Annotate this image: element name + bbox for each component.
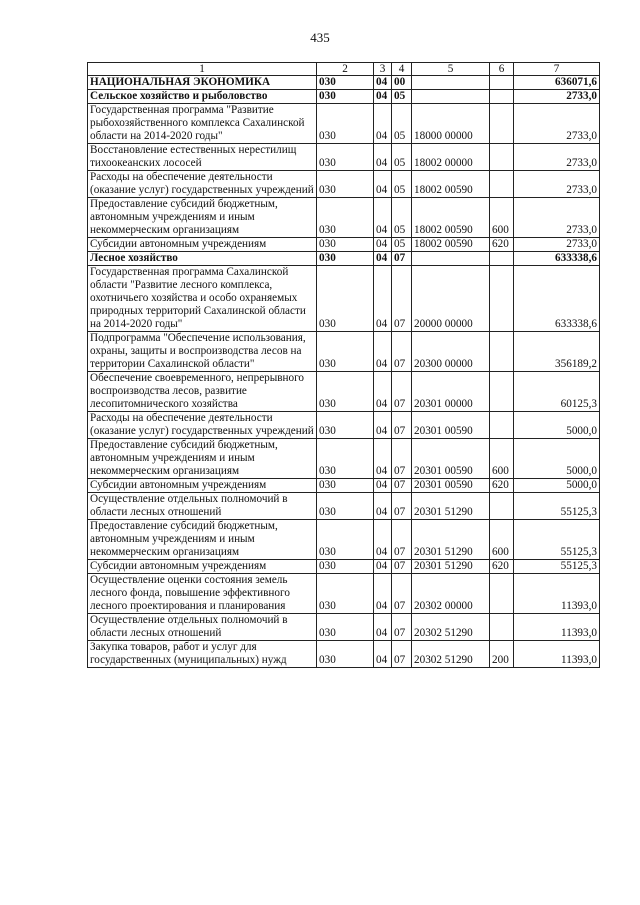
table-row [88,493,600,520]
row-vr [490,372,514,412]
row-vr [490,574,514,614]
row-ved: 030 [317,238,374,252]
table-row [88,520,600,560]
row-vr [490,252,514,266]
row-vr: 200 [490,641,514,668]
row-name: Лесное хозяйство [88,252,317,266]
table-row [88,479,600,493]
page-number: 435 [310,30,330,45]
row-pr: 07 [392,479,412,493]
table-row [88,332,600,372]
row-amount: 636071,6 [514,76,600,90]
table-row [88,144,600,171]
row-amount: 5000,0 [514,479,600,493]
row-pr: 05 [392,238,412,252]
row-ved: 030 [317,266,374,332]
row-csr: 18000 00000 [412,104,490,144]
row-csr [412,252,490,266]
row-csr: 20301 00590 [412,439,490,479]
header-cell-rz: 3 [374,63,392,76]
row-ved: 030 [317,614,374,641]
table-row [88,372,600,412]
row-vr: 620 [490,560,514,574]
row-vr [490,144,514,171]
row-pr: 07 [392,439,412,479]
row-ved: 030 [317,76,374,90]
row-rz: 04 [374,238,392,252]
row-vr [490,332,514,372]
row-pr: 07 [392,332,412,372]
row-ved: 030 [317,144,374,171]
row-csr: 18002 00590 [412,238,490,252]
row-vr [490,90,514,104]
row-name: Расходы на обеспечение деятельности (оказание услуг) государственных учреждений [88,412,317,439]
table-row [88,252,600,266]
row-pr: 07 [392,252,412,266]
row-pr: 07 [392,641,412,668]
row-amount: 11393,0 [514,641,600,668]
table-row [88,90,600,104]
table-row [88,641,600,668]
row-amount: 60125,3 [514,372,600,412]
row-csr: 20301 51290 [412,560,490,574]
row-vr [490,171,514,198]
row-name: Закупка товаров, работ и услуг для государственных (муниципальных) нужд [88,641,317,668]
row-rz: 04 [374,332,392,372]
table-row [88,614,600,641]
row-name: Государственная программа Сахалинской области "Развитие лесного комплекса, охотничьего хозяйства и особо охраняемых природных территорий Сахалинской области на 2014-2020 годы" [88,266,317,332]
row-ved: 030 [317,372,374,412]
row-name: Сельское хозяйство и рыболовство [88,90,317,104]
row-name: Предоставление субсидий бюджетным, автономным учреждениям и иным некоммерческим организациям [88,198,317,238]
table-row [88,560,600,574]
row-rz: 04 [374,171,392,198]
row-vr: 620 [490,479,514,493]
row-ved: 030 [317,198,374,238]
row-name: Осуществление отдельных полномочий в области лесных отношений [88,614,317,641]
row-vr [490,76,514,90]
row-amount: 55125,3 [514,560,600,574]
row-name: Предоставление субсидий бюджетным, автономным учреждениям и иным некоммерческим организациям [88,520,317,560]
row-pr: 07 [392,493,412,520]
row-pr: 07 [392,614,412,641]
row-vr: 600 [490,198,514,238]
row-name: Государственная программа "Развитие рыбохозяйственного комплекса Сахалинской области на 2014-2020 годы" [88,104,317,144]
row-csr: 20302 00000 [412,574,490,614]
table-row [88,198,600,238]
row-name: Предоставление субсидий бюджетным, автономным учреждениям и иным некоммерческим организациям [88,439,317,479]
table-row [88,439,600,479]
row-amount: 356189,2 [514,332,600,372]
row-amount: 55125,3 [514,520,600,560]
budget-table [87,62,600,668]
row-ved: 030 [317,520,374,560]
row-amount: 2733,0 [514,171,600,198]
header-cell-vr: 6 [490,63,514,76]
table-row [88,238,600,252]
row-csr: 20301 00590 [412,412,490,439]
row-pr: 00 [392,76,412,90]
row-pr: 05 [392,104,412,144]
row-name: Субсидии автономным учреждениям [88,560,317,574]
row-pr: 05 [392,198,412,238]
table-row [88,412,600,439]
row-rz: 04 [374,614,392,641]
row-vr [490,614,514,641]
row-rz: 04 [374,252,392,266]
row-ved: 030 [317,574,374,614]
row-rz: 04 [374,574,392,614]
row-ved: 030 [317,252,374,266]
row-csr: 20302 51290 [412,614,490,641]
row-vr: 600 [490,520,514,560]
row-vr: 620 [490,238,514,252]
row-rz: 04 [374,493,392,520]
row-rz: 04 [374,560,392,574]
row-name: Субсидии автономным учреждениям [88,479,317,493]
row-vr [490,104,514,144]
row-pr: 07 [392,266,412,332]
row-csr: 20302 51290 [412,641,490,668]
table-row [88,76,600,90]
row-pr: 05 [392,171,412,198]
row-name: Расходы на обеспечение деятельности (оказание услуг) государственных учреждений [88,171,317,198]
row-ved: 030 [317,479,374,493]
table-row [88,266,600,332]
row-name: Восстановление естественных нерестилищ тихоокеанских лососей [88,144,317,171]
row-csr [412,90,490,104]
table-row [88,574,600,614]
row-rz: 04 [374,104,392,144]
row-csr: 18002 00590 [412,198,490,238]
row-name: Обеспечение своевременного, непрерывного воспроизводства лесов, развитие лесопитомнического хозяйства [88,372,317,412]
row-amount: 2733,0 [514,104,600,144]
row-vr [490,493,514,520]
header-cell-name: 1 [88,63,317,76]
row-amount: 5000,0 [514,439,600,479]
row-amount: 2733,0 [514,238,600,252]
row-pr: 07 [392,412,412,439]
row-rz: 04 [374,520,392,560]
row-pr: 07 [392,520,412,560]
row-rz: 04 [374,479,392,493]
row-ved: 030 [317,439,374,479]
row-ved: 030 [317,90,374,104]
header-cell-pr: 4 [392,63,412,76]
row-amount: 2733,0 [514,90,600,104]
table-row [88,104,600,144]
row-name: НАЦИОНАЛЬНАЯ ЭКОНОМИКА [88,76,317,90]
row-rz: 04 [374,372,392,412]
row-ved: 030 [317,560,374,574]
row-ved: 030 [317,171,374,198]
header-cell-ved: 2 [317,63,374,76]
header-cell-amount: 7 [514,63,600,76]
row-name: Подпрограмма "Обеспечение использования, охраны, защиты и воспроизводства лесов на территории Сахалинской области" [88,332,317,372]
row-amount: 5000,0 [514,412,600,439]
row-csr: 18002 00000 [412,144,490,171]
row-rz: 04 [374,90,392,104]
row-ved: 030 [317,641,374,668]
row-name: Осуществление оценки состояния земель лесного фонда, повышение эффективного лесного проектирования и планирования [88,574,317,614]
row-csr: 20300 00000 [412,332,490,372]
row-pr: 05 [392,90,412,104]
row-csr: 20301 51290 [412,520,490,560]
row-pr: 07 [392,574,412,614]
row-name: Осуществление отдельных полномочий в области лесных отношений [88,493,317,520]
row-vr: 600 [490,439,514,479]
row-pr: 05 [392,144,412,171]
row-vr [490,412,514,439]
row-amount: 11393,0 [514,574,600,614]
header-row [88,63,600,76]
header-cell-csr: 5 [412,63,490,76]
row-amount: 55125,3 [514,493,600,520]
row-csr [412,76,490,90]
row-csr: 20301 00000 [412,372,490,412]
row-amount: 11393,0 [514,614,600,641]
table-row [88,171,600,198]
row-name: Субсидии автономным учреждениям [88,238,317,252]
row-pr: 07 [392,372,412,412]
row-csr: 18002 00590 [412,171,490,198]
row-rz: 04 [374,641,392,668]
row-amount: 633338,6 [514,252,600,266]
row-rz: 04 [374,266,392,332]
row-amount: 633338,6 [514,266,600,332]
row-ved: 030 [317,104,374,144]
row-ved: 030 [317,412,374,439]
row-csr: 20000 00000 [412,266,490,332]
row-vr [490,266,514,332]
row-rz: 04 [374,198,392,238]
row-amount: 2733,0 [514,198,600,238]
row-ved: 030 [317,493,374,520]
row-rz: 04 [374,439,392,479]
row-rz: 04 [374,412,392,439]
row-amount: 2733,0 [514,144,600,171]
row-csr: 20301 00590 [412,479,490,493]
row-rz: 04 [374,76,392,90]
row-pr: 07 [392,560,412,574]
row-ved: 030 [317,332,374,372]
row-rz: 04 [374,144,392,171]
row-csr: 20301 51290 [412,493,490,520]
